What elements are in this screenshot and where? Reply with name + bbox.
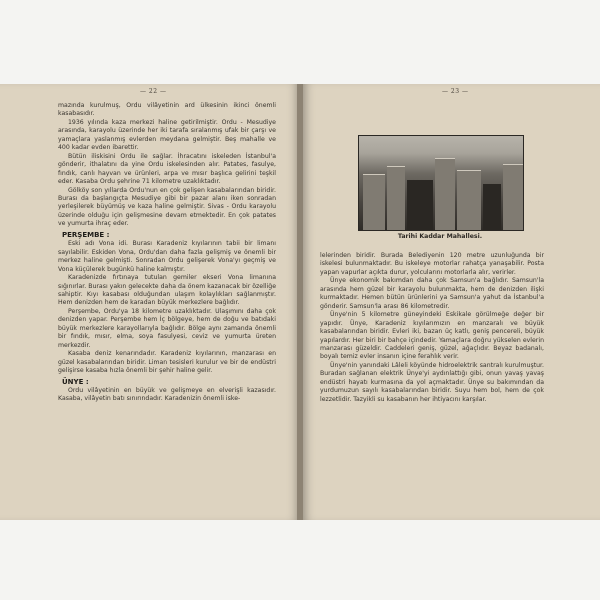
page-number-right: — 23 —: [442, 88, 469, 95]
paragraph: 1936 yılında kaza merkezi haline getirilmiştir. Ordu - Mesudiye arasında, karayolu üzerinde her iki tarafa sıralanmış ufak bir çarşı ve yamaçlara yaslanmış evlerden meydana gelmiştir. Beş mahalle ve 400 kadar evden ibarettir.: [58, 118, 276, 152]
paragraph: Ordu vilâyetinin en büyük ve gelişmeye en elverişli kazasıdır. Kasaba, vilâyetin batı sınırındadır. Karadenizin önemli iske-: [58, 386, 276, 403]
section-heading: ÜNYE :: [62, 377, 89, 386]
paragraph: Ünye'nin yanındaki Lâleli köyünde hidroelektrik santralı kurulmuştur. Buradan sağlanan elektrik Ünye'yi aydınlattığı gibi, onun yavaş yavaş endüstri hayatı kurmasına da yol açmaktadır. Ünye su bakımından da yurdumuzun sayılı kasabalarından biridir. Suyu hem bol, hem de çok lezzetlidir. Tazyikli su kasabanın her ihtiyacını karşılar.: [320, 361, 544, 403]
paragraph: Bütün iliskisini Ordu ile sağlar. İhracatını iskeleden İstanbul'a gönderir, ithalatını da yine Ordu iskelesinden alır. Patates, fasulye, fındık, canlı hayvan ve ürünleri, arpa ve mısır başlıca gelirini teşkil eder. Kasaba Ordu şehrine 71 kilometre uzaklıktadır.: [58, 152, 276, 186]
page-number-left: — 22 —: [140, 88, 167, 95]
paragraph: Kasaba deniz kenarındadır. Karadeniz kıyılarının, manzarası en güzel kasabalarından biridir. Liman tesisleri kurulur ve bir de endüstri gelişirse kasaba hızla önemli bir şehir haline gelir.: [58, 350, 276, 375]
paragraph: Gölköy son yıllarda Ordu'nun en çok gelişen kasabalarından biridir. Burası da başlangıçta Mesudiye gibi bir pazar alanı iken sonradan yerleşilerek büyümüş ve kaza haline gelmiştir. Sivas - Ordu karayolu üzerinde olduğu için gelişmesine devam etmektedir. En çok patates ve yumurta ihraç eder.: [58, 186, 276, 228]
photo-caption: Tarihi Kaddar Mahallesi.: [397, 233, 483, 240]
paragraph: lelerinden biridir. Burada Belediyenin 120 metre uzunluğunda bir iskelesi bulunmaktadır. Bu iskeleye motorlar rahatça yanaşabilir. Posta yapan vapurlar açıkta durur, yolcularını motorlarla alır, verirler.: [320, 252, 544, 276]
paragraph: Karadenizde fırtınaya tutulan gemiler ekseri Vona limanına sığınırlar. Burası yakın gelecekte daha da önem kazanacak bir özelliğe sahiptir. Kıyı kasabası olduğundan ulaşım kolaylıkları sağlanmıştır. Hem denizden hem de karadan büyük merkezlere bağlıdır.: [58, 274, 276, 307]
town-photo: [358, 135, 524, 231]
left-page-text: [58, 102, 276, 404]
paragraph: Ünye'nin 5 kilometre güneyindeki Eskikale görülmeğe değer bir yapıdır. Ünye, Karadeniz kıyılarımızın en manzaralı ve büyük kasabalarından biridir. Evleri iki, bazan üç katlı, geniş pencereli, büyük yapılardır. Her biri bir bahçe içindedir. Yamaçlara doğru yükselen evlerin manzarası güzeldir. Caddeleri geniş, güzel, ağaçlıdır. Beyaz badanalı, boyalı temiz evler insanın içine ferahlık verir.: [320, 311, 544, 361]
paragraph: Perşembe, Ordu'ya 18 kilometre uzaklıktadır. Ulaşımını daha çok denizden yapar. Perşembe hem İç bölgeye, hem de doğu ve batıdaki büyük merkezlere karayollarıyla bağlıdır. Bölge aynı zamanda önemli bir fındık, mısır, elma, soya fasulyesi, ceviz ve yumurta üreten merkezdir.: [58, 307, 276, 349]
section-heading: PERŞEMBE :: [62, 230, 110, 239]
paragraph: Ünye ekonomik bakımdan daha çok Samsun'a bağlıdır. Samsun'la arasında hem güzel bir karayolu bulunmakta, hem de denizden ilişki kurmaktadır. Hemen bütün ürünlerini ya Samsun'a yahut da İstanbul'a gönderir. Samsun'la arası 86 kilometredir.: [320, 277, 544, 310]
paragraph: Eski adı Vona idi. Burası Karadeniz kıyılarının tabii bir limanı sayılabilir. Eskiden Vona, Ordu'dan daha fazla gelişmiş ve önemli bir merkez haline gelmişti. Sonradan Ordu gelişerek Vona'yı geçmiş ve Vona küçülerek bugünkü haline kalmıştır.: [58, 240, 276, 273]
paragraph: mazında kurulmuş, Ordu vilâyetinin ard ülkesinin ikinci önemli kasabasıdır.: [58, 102, 276, 118]
right-page-text: [320, 252, 544, 404]
